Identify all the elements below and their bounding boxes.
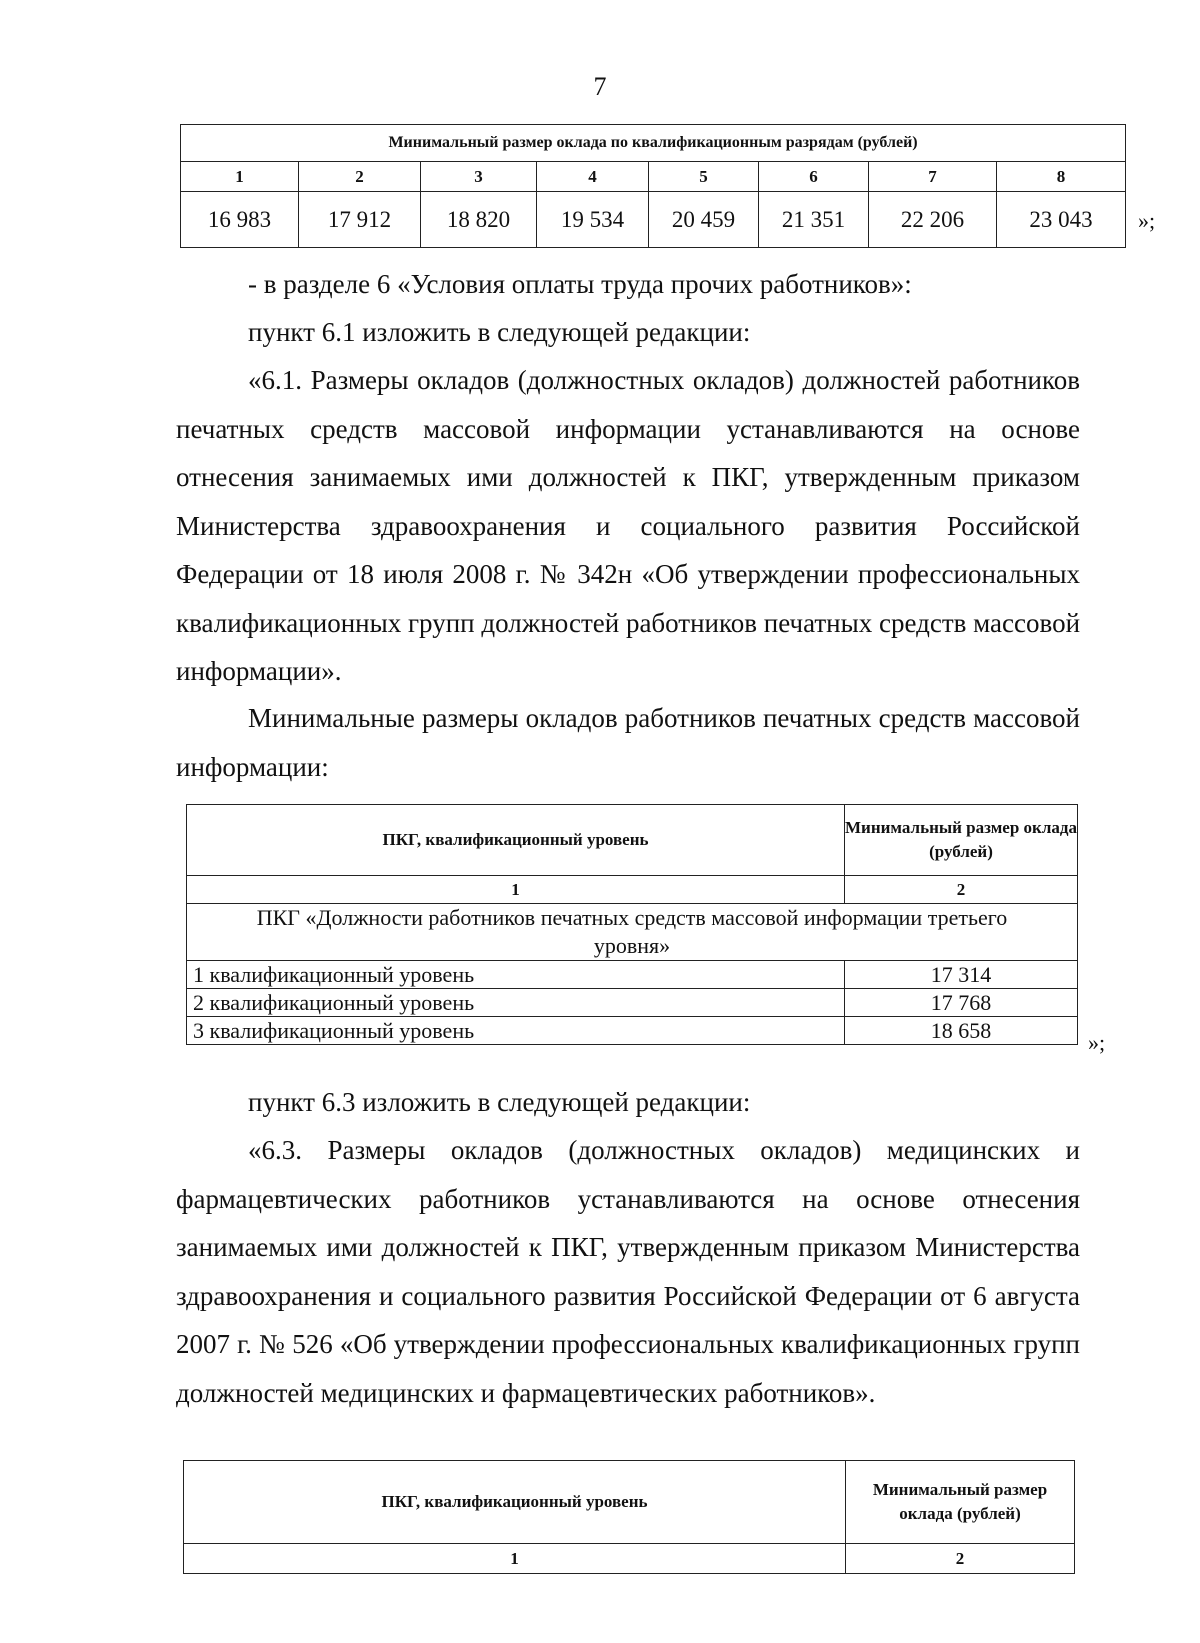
page-number: 7 — [593, 72, 607, 101]
pkg-group-title: ПКГ «Должности работников печатных средств массовой информации третьего уровня» — [187, 904, 1078, 961]
pkg-col1-index: 1 — [187, 876, 845, 904]
grade-value: 18 820 — [421, 192, 537, 248]
pkg-table-closing-quote: »; — [1088, 1030, 1106, 1055]
grade-value: 21 351 — [759, 192, 869, 248]
grade-header: 7 — [869, 162, 997, 192]
grade-table-closing-quote: »; — [1138, 208, 1156, 233]
grade-header: 2 — [299, 162, 421, 192]
grade-salary-table — [180, 124, 1126, 248]
pkg-level: 1 квалификационный уровень — [187, 961, 845, 989]
table-row — [187, 961, 1078, 989]
grade-header: 4 — [537, 162, 649, 192]
paragraph-section-6: - в разделе 6 «Условия оплаты труда прочих работников»: — [248, 269, 912, 299]
pkg-col2-index: 2 — [846, 1544, 1075, 1574]
grade-header: 5 — [649, 162, 759, 192]
pkg-salary-table-print-media — [186, 804, 1078, 1045]
pkg-salary-table-medical — [183, 1460, 1075, 1574]
grade-value: 20 459 — [649, 192, 759, 248]
paragraph-item-6-1: «6.1. Размеры окладов (должностных окладов) должностей работников печатных средств массовой информации устанавливаются на основе отнесения занимаемых ими должностей к ПКГ, утвержденным приказом Министерства здравоохранения и социального развития Российской Федерации от 18 июля 2008 г. № 342н «Об утверждении профессиональных квалификационных групп должностей работников печатных средств массовой информации». — [176, 365, 1081, 686]
grade-value-row — [181, 192, 1126, 248]
pkg-col2-index: 2 — [845, 876, 1078, 904]
pkg-value: 18 658 — [845, 1017, 1078, 1045]
paragraph-item-6-3: «6.3. Размеры окладов (должностных окладов) медицинских и фармацевтических работников устанавливаются на основе отнесения занимаемых ими должностей к ПКГ, утвержденным приказом Министерства здравоохранения и социального развития Российской Федерации от 6 августа 2007 г. № 526 «Об утверждении профессиональных квалификационных групп должностей медицинских и фармацевтических работников». — [176, 1135, 1080, 1408]
grade-header-row — [181, 162, 1126, 192]
pkg-col2-header: Минимальный размер оклада (рублей) — [845, 805, 1078, 876]
pkg-col1-header: ПКГ, квалификационный уровень — [187, 805, 845, 876]
table-row — [187, 1017, 1078, 1045]
paragraph-min-salaries-intro: Минимальные размеры окладов работников печатных средств массовой информации: — [176, 703, 1080, 782]
grade-value: 23 043 — [997, 192, 1126, 248]
grade-header: 6 — [759, 162, 869, 192]
pkg-level: 2 квалификационный уровень — [187, 989, 845, 1017]
grade-header: 8 — [997, 162, 1126, 192]
pkg-value: 17 314 — [845, 961, 1078, 989]
grade-value: 16 983 — [181, 192, 299, 248]
pkg-value: 17 768 — [845, 989, 1078, 1017]
pkg-col2-header: Минимальный размер оклада (рублей) — [846, 1461, 1075, 1544]
table-row — [187, 989, 1078, 1017]
grade-value: 22 206 — [869, 192, 997, 248]
grade-header: 1 — [181, 162, 299, 192]
grade-table-title: Минимальный размер оклада по квалификационным разрядам (рублей) — [181, 125, 1126, 162]
paragraph-item-6-1-intro: пункт 6.1 изложить в следующей редакции: — [248, 317, 751, 347]
paragraph-item-6-3-intro: пункт 6.3 изложить в следующей редакции: — [248, 1087, 751, 1117]
grade-value: 17 912 — [299, 192, 421, 248]
pkg-level: 3 квалификационный уровень — [187, 1017, 845, 1045]
grade-value: 19 534 — [537, 192, 649, 248]
pkg-col1-header: ПКГ, квалификационный уровень — [184, 1461, 846, 1544]
pkg-col1-index: 1 — [184, 1544, 846, 1574]
grade-header: 3 — [421, 162, 537, 192]
